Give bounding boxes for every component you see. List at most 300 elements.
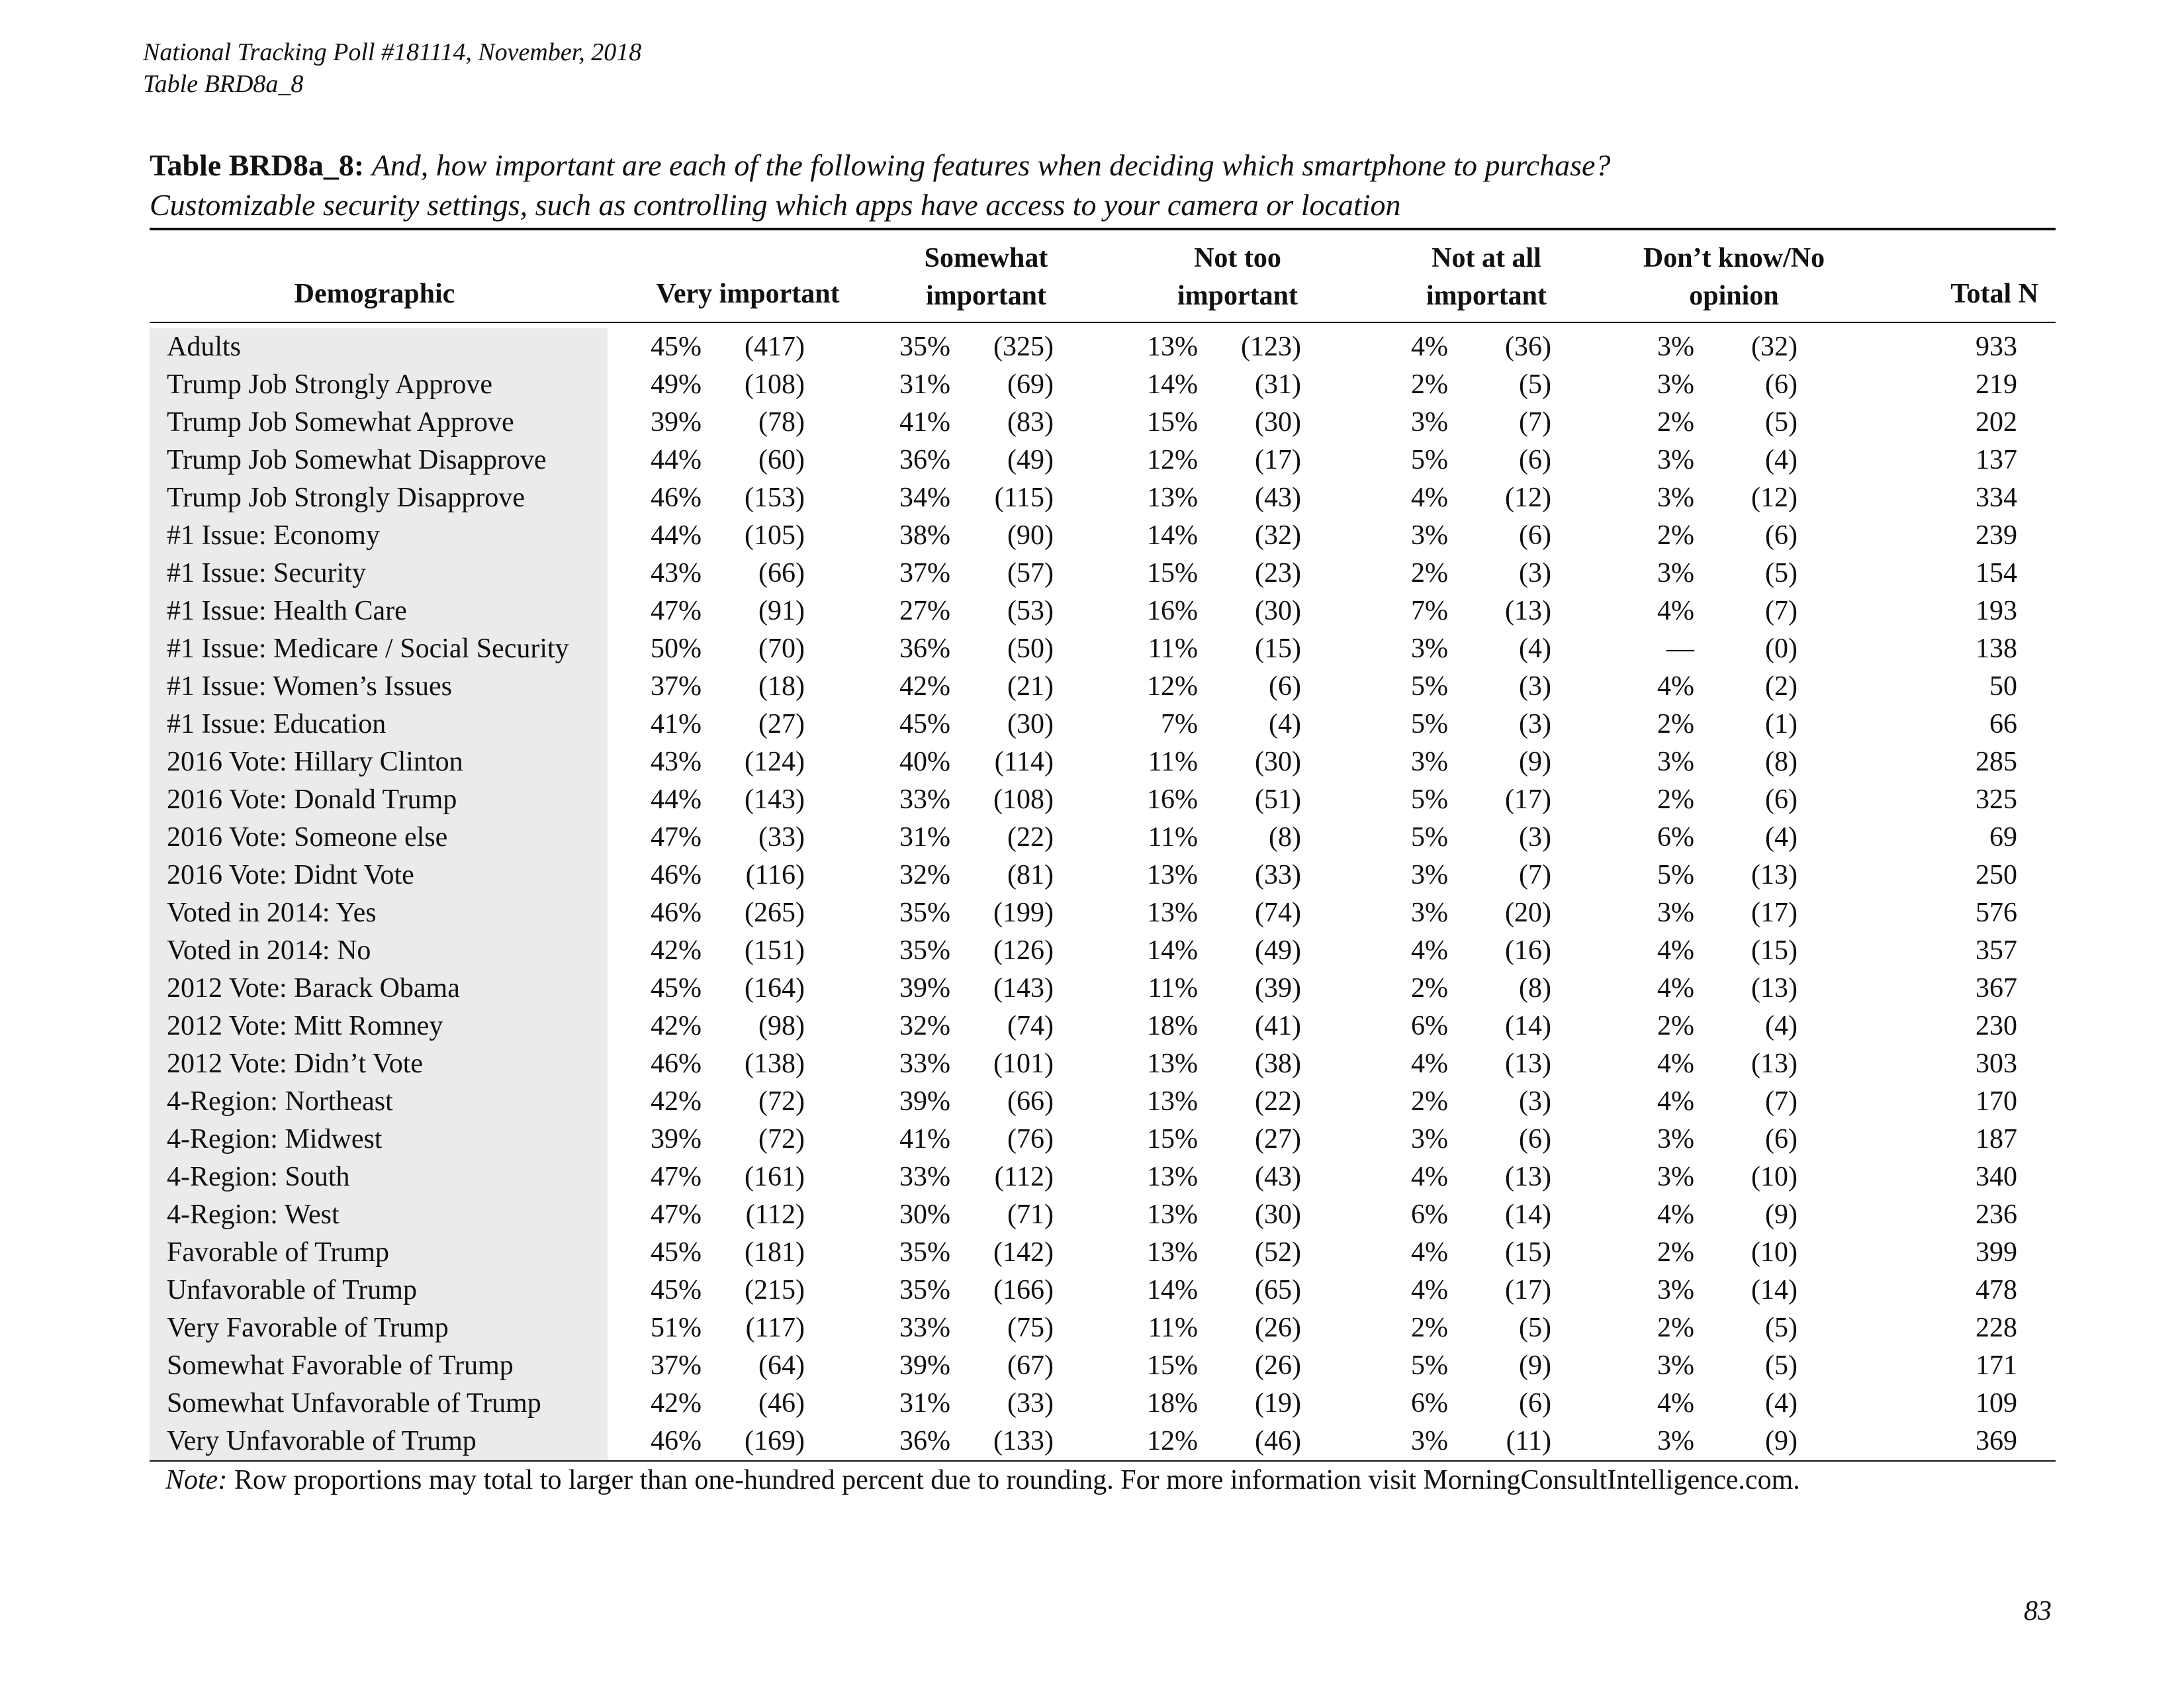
cell-count: (21) xyxy=(1007,671,1054,702)
row-label: Unfavorable of Trump xyxy=(167,1275,417,1305)
cell-count: (6) xyxy=(1765,520,1797,551)
cell-count: (3) xyxy=(1519,558,1551,588)
table-row xyxy=(0,1272,2184,1309)
cell-percent: 12% xyxy=(1147,445,1198,475)
cell-count: (74) xyxy=(1255,898,1301,928)
cell-count: (6) xyxy=(1519,1124,1551,1154)
cell-count: (325) xyxy=(993,332,1054,362)
page-number: 83 xyxy=(2024,1596,2052,1626)
cell-percent: 13% xyxy=(1147,1162,1198,1192)
col-not-too-important xyxy=(1125,240,1350,315)
cell-percent: 3% xyxy=(1411,1124,1448,1154)
cell-percent: 44% xyxy=(651,784,702,815)
cell-count: (13) xyxy=(1505,596,1551,626)
cell-count: (123) xyxy=(1241,332,1301,362)
table-row xyxy=(0,1423,2184,1460)
cell-count: (76) xyxy=(1007,1124,1054,1154)
cell-percent: 31% xyxy=(899,1388,950,1419)
cell-percent: 4% xyxy=(1411,1049,1448,1079)
cell-percent: 3% xyxy=(1657,369,1694,400)
cell-percent: 15% xyxy=(1147,558,1198,588)
cell-percent: 3% xyxy=(1657,445,1694,475)
cell-total-n: 369 xyxy=(1976,1426,2017,1456)
cell-total-n: 478 xyxy=(1976,1275,2017,1305)
row-label: 4-Region: South xyxy=(167,1162,350,1192)
cell-percent: 41% xyxy=(899,407,950,438)
table-row xyxy=(0,1121,2184,1158)
row-label: Very Favorable of Trump xyxy=(167,1313,449,1343)
col-somewhat-important xyxy=(874,240,1099,315)
cell-count: (7) xyxy=(1519,407,1551,438)
cell-count: (6) xyxy=(1269,671,1301,702)
table-row xyxy=(0,857,2184,894)
cell-percent: — xyxy=(1666,633,1694,664)
table-row xyxy=(0,781,2184,819)
cell-count: (3) xyxy=(1519,822,1551,853)
cell-percent: 2% xyxy=(1657,1237,1694,1268)
cell-percent: 16% xyxy=(1147,596,1198,626)
cell-percent: 32% xyxy=(899,860,950,890)
title-label: Table BRD8a_8: xyxy=(150,148,365,182)
cell-percent: 4% xyxy=(1411,935,1448,966)
cell-percent: 31% xyxy=(899,369,950,400)
cell-total-n: 325 xyxy=(1976,784,2017,815)
cell-percent: 18% xyxy=(1147,1388,1198,1419)
cell-percent: 14% xyxy=(1147,520,1198,551)
cell-percent: 3% xyxy=(1657,1162,1694,1192)
cell-count: (181) xyxy=(745,1237,805,1268)
cell-percent: 36% xyxy=(899,445,950,475)
cell-count: (6) xyxy=(1765,784,1797,815)
cell-count: (32) xyxy=(1751,332,1797,362)
cell-count: (114) xyxy=(994,747,1054,777)
cell-count: (105) xyxy=(745,520,805,551)
table-row xyxy=(0,517,2184,555)
cell-percent: 4% xyxy=(1657,1086,1694,1117)
cell-percent: 38% xyxy=(899,520,950,551)
cell-count: (74) xyxy=(1007,1011,1054,1041)
cell-count: (215) xyxy=(745,1275,805,1305)
cell-percent: 42% xyxy=(651,1011,702,1041)
cell-percent: 46% xyxy=(651,860,702,890)
cell-percent: 3% xyxy=(1657,1124,1694,1154)
cell-percent: 4% xyxy=(1411,332,1448,362)
cell-count: (7) xyxy=(1765,596,1797,626)
row-label: Adults xyxy=(167,332,242,362)
cell-count: (5) xyxy=(1519,369,1551,400)
cell-percent: 4% xyxy=(1411,483,1448,513)
cell-percent: 3% xyxy=(1657,1426,1694,1456)
cell-percent: 18% xyxy=(1147,1011,1198,1041)
row-label: 4-Region: West xyxy=(167,1199,340,1230)
cell-count: (51) xyxy=(1255,784,1301,815)
cell-count: (30) xyxy=(1255,747,1301,777)
cell-percent: 35% xyxy=(899,332,950,362)
cell-count: (4) xyxy=(1765,1388,1797,1419)
cell-count: (27) xyxy=(1255,1124,1301,1154)
cell-total-n: 340 xyxy=(1976,1162,2017,1192)
cell-percent: 41% xyxy=(651,709,702,739)
cell-count: (65) xyxy=(1255,1275,1301,1305)
cell-percent: 39% xyxy=(899,973,950,1004)
cell-count: (46) xyxy=(1255,1426,1301,1456)
cell-count: (50) xyxy=(1007,633,1054,664)
row-label: #1 Issue: Women’s Issues xyxy=(167,671,452,702)
cell-count: (8) xyxy=(1519,973,1551,1004)
cell-percent: 3% xyxy=(1411,407,1448,438)
cell-count: (126) xyxy=(993,935,1054,966)
cell-percent: 12% xyxy=(1147,1426,1198,1456)
cell-percent: 35% xyxy=(899,1275,950,1305)
cell-percent: 2% xyxy=(1657,1313,1694,1343)
cell-percent: 42% xyxy=(651,1086,702,1117)
cell-count: (32) xyxy=(1255,520,1301,551)
cell-count: (124) xyxy=(745,747,805,777)
cell-total-n: 228 xyxy=(1976,1313,2017,1343)
col-notatall-line1: Not at all xyxy=(1432,243,1541,273)
cell-count: (64) xyxy=(758,1350,805,1381)
cell-count: (15) xyxy=(1255,633,1301,664)
cell-total-n: 334 xyxy=(1976,483,2017,513)
cell-count: (10) xyxy=(1751,1237,1797,1268)
cell-count: (143) xyxy=(745,784,805,815)
cell-percent: 15% xyxy=(1147,1350,1198,1381)
col-dont-know xyxy=(1602,240,1866,315)
cell-percent: 45% xyxy=(651,973,702,1004)
row-label: Somewhat Unfavorable of Trump xyxy=(167,1388,541,1419)
cell-percent: 7% xyxy=(1411,596,1448,626)
cell-total-n: 171 xyxy=(1976,1350,2017,1381)
cell-count: (9) xyxy=(1519,1350,1551,1381)
cell-percent: 6% xyxy=(1657,822,1694,853)
row-label: 2016 Vote: Donald Trump xyxy=(167,784,457,815)
cell-count: (17) xyxy=(1751,898,1797,928)
table-row xyxy=(0,555,2184,592)
cell-count: (53) xyxy=(1007,596,1054,626)
cell-percent: 36% xyxy=(899,1426,950,1456)
cell-percent: 3% xyxy=(1657,747,1694,777)
cell-percent: 45% xyxy=(651,1275,702,1305)
cell-count: (30) xyxy=(1007,709,1054,739)
cell-percent: 4% xyxy=(1657,671,1694,702)
cell-count: (1) xyxy=(1765,709,1797,739)
cell-total-n: 250 xyxy=(1976,860,2017,890)
cell-count: (6) xyxy=(1765,1124,1797,1154)
cell-percent: 47% xyxy=(651,822,702,853)
cell-count: (4) xyxy=(1519,633,1551,664)
col-notatall-line2: important xyxy=(1426,281,1547,311)
cell-percent: 3% xyxy=(1411,747,1448,777)
row-label: Voted in 2014: No xyxy=(167,935,371,966)
cell-percent: 37% xyxy=(651,671,702,702)
cell-count: (19) xyxy=(1255,1388,1301,1419)
cell-count: (7) xyxy=(1765,1086,1797,1117)
cell-count: (22) xyxy=(1007,822,1054,853)
cell-percent: 42% xyxy=(651,1388,702,1419)
cell-percent: 4% xyxy=(1657,935,1694,966)
row-label: Trump Job Somewhat Disapprove xyxy=(167,445,547,475)
cell-percent: 11% xyxy=(1148,633,1198,664)
table-row xyxy=(0,479,2184,517)
cell-count: (14) xyxy=(1505,1199,1551,1230)
cell-total-n: 138 xyxy=(1976,633,2017,664)
cell-count: (18) xyxy=(758,671,805,702)
cell-count: (6) xyxy=(1519,520,1551,551)
cell-count: (90) xyxy=(1007,520,1054,551)
cell-percent: 3% xyxy=(1657,332,1694,362)
cell-percent: 43% xyxy=(651,747,702,777)
cell-percent: 4% xyxy=(1657,596,1694,626)
col-not-at-all-important xyxy=(1374,240,1599,315)
cell-count: (13) xyxy=(1505,1162,1551,1192)
cell-count: (39) xyxy=(1255,973,1301,1004)
title-question: And, how important are each of the following features when deciding which smartphone to purchase? xyxy=(371,148,1611,182)
cell-count: (138) xyxy=(745,1049,805,1079)
cell-count: (4) xyxy=(1765,1011,1797,1041)
cell-percent: 11% xyxy=(1148,822,1198,853)
table-row xyxy=(0,819,2184,857)
cell-count: (4) xyxy=(1765,445,1797,475)
cell-count: (133) xyxy=(993,1426,1054,1456)
cell-count: (0) xyxy=(1765,633,1797,664)
cell-count: (46) xyxy=(758,1388,805,1419)
cell-percent: 14% xyxy=(1147,1275,1198,1305)
row-label: 2012 Vote: Didn’t Vote xyxy=(167,1049,424,1079)
cell-percent: 5% xyxy=(1411,709,1448,739)
cell-count: (17) xyxy=(1505,1275,1551,1305)
cell-percent: 3% xyxy=(1411,898,1448,928)
cell-total-n: 367 xyxy=(1976,973,2017,1004)
cell-percent: 39% xyxy=(651,407,702,438)
cell-percent: 16% xyxy=(1147,784,1198,815)
cell-count: (5) xyxy=(1519,1313,1551,1343)
row-label: 2016 Vote: Hillary Clinton xyxy=(167,747,463,777)
cell-percent: 3% xyxy=(1411,860,1448,890)
cell-count: (49) xyxy=(1255,935,1301,966)
cell-total-n: 154 xyxy=(1976,558,2017,588)
cell-count: (112) xyxy=(994,1162,1054,1192)
cell-percent: 4% xyxy=(1657,1199,1694,1230)
row-label: Trump Job Strongly Approve xyxy=(167,369,493,400)
cell-count: (5) xyxy=(1765,1350,1797,1381)
cell-count: (112) xyxy=(745,1199,805,1230)
cell-total-n: 219 xyxy=(1976,369,2017,400)
cell-percent: 3% xyxy=(1657,483,1694,513)
title-subtitle: Customizable security settings, such as controlling which apps have access to your camera or location xyxy=(150,188,1401,222)
cell-count: (9) xyxy=(1765,1199,1797,1230)
cell-count: (33) xyxy=(1255,860,1301,890)
cell-percent: 6% xyxy=(1411,1011,1448,1041)
cell-count: (72) xyxy=(758,1086,805,1117)
table-row xyxy=(0,442,2184,479)
cell-percent: 5% xyxy=(1657,860,1694,890)
cell-percent: 45% xyxy=(651,1237,702,1268)
cell-percent: 14% xyxy=(1147,369,1198,400)
cell-count: (13) xyxy=(1751,860,1797,890)
cell-count: (2) xyxy=(1765,671,1797,702)
row-label: #1 Issue: Security xyxy=(167,558,366,588)
cell-percent: 47% xyxy=(651,1199,702,1230)
row-label: #1 Issue: Education xyxy=(167,709,387,739)
cell-count: (12) xyxy=(1505,483,1551,513)
cell-percent: 30% xyxy=(899,1199,950,1230)
cell-count: (83) xyxy=(1007,407,1054,438)
cell-count: (17) xyxy=(1255,445,1301,475)
cell-count: (67) xyxy=(1007,1350,1054,1381)
cell-count: (38) xyxy=(1255,1049,1301,1079)
cell-percent: 2% xyxy=(1411,1086,1448,1117)
cell-count: (4) xyxy=(1765,822,1797,853)
cell-count: (23) xyxy=(1255,558,1301,588)
cell-percent: 2% xyxy=(1411,369,1448,400)
cell-count: (153) xyxy=(745,483,805,513)
table-row xyxy=(0,743,2184,781)
row-label: Voted in 2014: Yes xyxy=(167,898,377,928)
cell-percent: 4% xyxy=(1411,1162,1448,1192)
cell-count: (43) xyxy=(1255,1162,1301,1192)
cell-count: (16) xyxy=(1505,935,1551,966)
cell-count: (13) xyxy=(1751,973,1797,1004)
cell-percent: 50% xyxy=(651,633,702,664)
row-label: 2016 Vote: Someone else xyxy=(167,822,448,853)
cell-total-n: 303 xyxy=(1976,1049,2017,1079)
cell-percent: 35% xyxy=(899,935,950,966)
cell-percent: 2% xyxy=(1657,1011,1694,1041)
col-nottoo-line2: important xyxy=(1177,281,1298,311)
cell-percent: 39% xyxy=(899,1350,950,1381)
cell-count: (151) xyxy=(745,935,805,966)
cell-percent: 5% xyxy=(1411,784,1448,815)
cell-total-n: 230 xyxy=(1976,1011,2017,1041)
cell-percent: 2% xyxy=(1411,1313,1448,1343)
cell-count: (98) xyxy=(758,1011,805,1041)
cell-total-n: 357 xyxy=(1976,935,2017,966)
cell-count: (10) xyxy=(1751,1162,1797,1192)
cell-count: (9) xyxy=(1519,747,1551,777)
table-row xyxy=(0,1385,2184,1423)
cell-percent: 12% xyxy=(1147,671,1198,702)
cell-count: (164) xyxy=(745,973,805,1004)
cell-count: (143) xyxy=(993,973,1054,1004)
cell-percent: 2% xyxy=(1657,407,1694,438)
cell-total-n: 50 xyxy=(1989,671,2017,702)
row-label: Trump Job Somewhat Approve xyxy=(167,407,514,438)
cell-percent: 45% xyxy=(651,332,702,362)
cell-percent: 2% xyxy=(1411,558,1448,588)
table-row xyxy=(0,1234,2184,1272)
cell-percent: 39% xyxy=(899,1086,950,1117)
cell-percent: 15% xyxy=(1147,1124,1198,1154)
cell-percent: 33% xyxy=(899,1049,950,1079)
note-text: Row proportions may total to larger than one-hundred percent due to rounding. For more information visit MorningConsultIntelligence.com. xyxy=(234,1465,1800,1495)
cell-percent: 42% xyxy=(899,671,950,702)
cell-percent: 27% xyxy=(899,596,950,626)
cell-count: (166) xyxy=(993,1275,1054,1305)
cell-count: (115) xyxy=(994,483,1054,513)
cell-percent: 35% xyxy=(899,1237,950,1268)
cell-count: (7) xyxy=(1519,860,1551,890)
cell-total-n: 576 xyxy=(1976,898,2017,928)
cell-percent: 33% xyxy=(899,784,950,815)
cell-percent: 3% xyxy=(1657,558,1694,588)
cell-percent: 3% xyxy=(1411,520,1448,551)
cell-percent: 33% xyxy=(899,1162,950,1192)
cell-percent: 3% xyxy=(1657,1275,1694,1305)
col-somewhat-line2: important xyxy=(926,281,1046,311)
row-label: 4-Region: Midwest xyxy=(167,1124,383,1154)
cell-count: (60) xyxy=(758,445,805,475)
cell-total-n: 239 xyxy=(1976,520,2017,551)
cell-count: (33) xyxy=(1007,1388,1054,1419)
cell-percent: 46% xyxy=(651,483,702,513)
cell-percent: 5% xyxy=(1411,1350,1448,1381)
cell-count: (15) xyxy=(1751,935,1797,966)
row-label: #1 Issue: Health Care xyxy=(167,596,407,626)
cell-percent: 5% xyxy=(1411,822,1448,853)
cell-count: (78) xyxy=(758,407,805,438)
cell-count: (8) xyxy=(1765,747,1797,777)
cell-percent: 7% xyxy=(1161,709,1198,739)
cell-percent: 46% xyxy=(651,898,702,928)
table-row xyxy=(0,970,2184,1008)
row-label: 2012 Vote: Mitt Romney xyxy=(167,1011,443,1041)
cell-total-n: 285 xyxy=(1976,747,2017,777)
cell-count: (6) xyxy=(1765,369,1797,400)
cell-count: (69) xyxy=(1007,369,1054,400)
cell-count: (49) xyxy=(1007,445,1054,475)
cell-percent: 44% xyxy=(651,520,702,551)
cell-percent: 3% xyxy=(1657,1350,1694,1381)
cell-count: (117) xyxy=(745,1313,805,1343)
cell-percent: 6% xyxy=(1411,1199,1448,1230)
table-row xyxy=(0,1008,2184,1045)
row-label: Favorable of Trump xyxy=(167,1237,389,1268)
cell-percent: 13% xyxy=(1147,1049,1198,1079)
row-label: Trump Job Strongly Disapprove xyxy=(167,483,525,513)
cell-percent: 13% xyxy=(1147,1199,1198,1230)
cell-percent: 2% xyxy=(1657,709,1694,739)
cell-percent: 40% xyxy=(899,747,950,777)
cell-count: (13) xyxy=(1505,1049,1551,1079)
cell-percent: 43% xyxy=(651,558,702,588)
cell-count: (9) xyxy=(1765,1426,1797,1456)
cell-percent: 46% xyxy=(651,1426,702,1456)
cell-count: (199) xyxy=(993,898,1054,928)
row-label: #1 Issue: Economy xyxy=(167,520,380,551)
cell-total-n: 187 xyxy=(1976,1124,2017,1154)
cell-percent: 41% xyxy=(899,1124,950,1154)
cell-percent: 5% xyxy=(1411,445,1448,475)
cell-percent: 4% xyxy=(1411,1275,1448,1305)
table-row xyxy=(0,1083,2184,1121)
cell-count: (26) xyxy=(1255,1313,1301,1343)
table-note xyxy=(165,1462,1800,1499)
top-rule xyxy=(150,228,2056,230)
cell-count: (52) xyxy=(1255,1237,1301,1268)
table-row xyxy=(0,592,2184,630)
cell-total-n: 109 xyxy=(1976,1388,2017,1419)
cell-count: (26) xyxy=(1255,1350,1301,1381)
cell-percent: 37% xyxy=(899,558,950,588)
cell-count: (169) xyxy=(745,1426,805,1456)
row-label: #1 Issue: Medicare / Social Security xyxy=(167,633,569,664)
cell-count: (43) xyxy=(1255,483,1301,513)
cell-count: (33) xyxy=(758,822,805,853)
cell-count: (6) xyxy=(1519,445,1551,475)
cell-percent: 5% xyxy=(1411,671,1448,702)
cell-count: (41) xyxy=(1255,1011,1301,1041)
cell-percent: 31% xyxy=(899,822,950,853)
